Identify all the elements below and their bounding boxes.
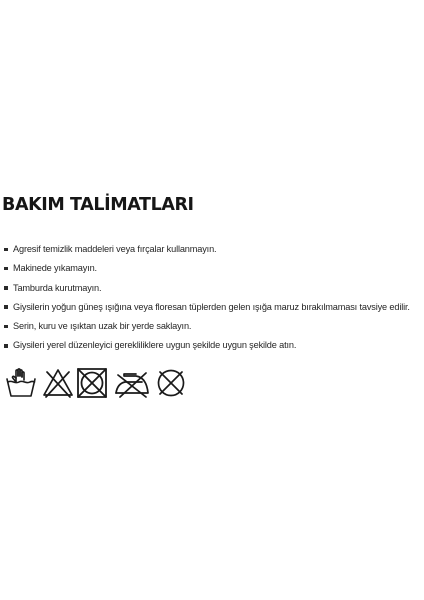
instruction-text: Serin, kuru ve ışıktan uzak bir yerde saklayın. xyxy=(13,321,192,332)
do-not-iron-icon xyxy=(112,366,146,400)
hand-wash-icon xyxy=(4,366,38,400)
list-item xyxy=(4,240,424,259)
bullet-icon xyxy=(4,305,8,309)
list-item xyxy=(4,336,424,355)
bullet-icon xyxy=(4,344,8,348)
instruction-text: Makinede yıkamayın. xyxy=(13,263,97,274)
instruction-text: Giysilerin yoğun güneş ışığına veya floresan tüplerden gelen ışığa maruz bırakılmaması tavsiye edilir. xyxy=(13,301,410,312)
list-item xyxy=(4,279,424,298)
bullet-icon xyxy=(4,248,8,252)
instruction-text: Agresif temizlik maddeleri veya fırçalar kullanmayın. xyxy=(13,244,217,254)
instruction-text: Giysileri yerel düzenleyici gerekliliklere uygun şekilde uygun şekilde atın. xyxy=(13,340,297,351)
instruction-text: Tamburda kurutmayın. xyxy=(13,282,102,293)
bullet-icon xyxy=(4,325,8,329)
care-symbols-row xyxy=(4,366,194,402)
do-not-bleach-icon xyxy=(41,366,75,400)
do-not-dry-clean-icon xyxy=(154,366,188,400)
list-item xyxy=(4,298,424,317)
list-item xyxy=(4,317,424,336)
do-not-tumble-dry-icon xyxy=(75,366,109,400)
bullet-icon xyxy=(4,286,8,290)
page-title: BAKIM TALİMATLARI xyxy=(2,195,194,215)
bullet-icon xyxy=(4,267,8,271)
care-instructions-list xyxy=(4,240,424,356)
list-item xyxy=(4,259,424,278)
